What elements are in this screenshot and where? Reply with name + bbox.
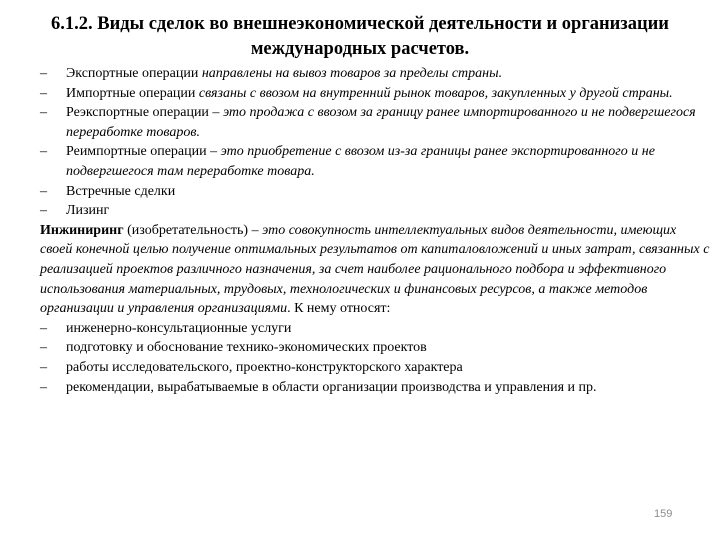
list-item — [40, 182, 712, 202]
engineering-includes-list — [40, 319, 712, 397]
list-item — [40, 84, 712, 104]
engineering-paren: (изобретательность) – — [123, 222, 263, 238]
list-item — [40, 64, 712, 84]
deal-name: Реимпортные операции – — [66, 144, 221, 160]
content-body — [40, 64, 712, 397]
deal-description: это приобретение с ввозом из-за границы ранее экспортированного и не подвергшегося там переработке товара. — [66, 144, 655, 179]
deal-name: Импортные операции — [66, 85, 199, 101]
deal-name: Встречные сделки — [66, 183, 176, 199]
deal-description: связаны с ввозом на внутренний рынок товаров, закупленных у другой страны. — [198, 85, 673, 101]
page-number: 159 — [654, 508, 673, 520]
deal-types-list — [40, 64, 712, 221]
engineering-paragraph — [40, 221, 712, 319]
deal-name: Лизинг — [66, 203, 110, 219]
deal-description: это продажа с ввозом за границу ранее импортированного и не подвергшегося переработке товаров. — [66, 105, 696, 140]
list-item — [40, 142, 712, 181]
deal-name: Реэкспортные операции – — [66, 105, 223, 121]
engineering-definition: это совокупность интеллектуальных видов деятельности, имеющих своей конечной целью получение оптимальных результатов от капиталовложений и иных затрат, связанных с реализацией проектов различного назначения, за счет наиболее рационального подбора и эффективного использования материальных, трудовых, технологических и финансовых ресурсов, а также методов организации и управления организациями — [40, 222, 710, 317]
deal-name: Экспортные операции — [66, 66, 202, 81]
title-line-2: международных расчетов. — [250, 39, 470, 59]
list-item: – работы исследовательского, проектно-конструкторского характера — [40, 358, 712, 378]
page-title — [20, 12, 700, 62]
engineering-term: Инжиниринг — [40, 222, 124, 238]
title-line-1: 6.1.2. Виды сделок во внешнеэкономической деятельности и организации — [51, 14, 669, 34]
list-item — [40, 103, 712, 142]
list-item: – инженерно-консультационные услуги — [40, 319, 712, 339]
deal-description: направлены на вывоз товаров за пределы страны. — [201, 66, 503, 81]
list-item: – подготовку и обоснование технико-экономических проектов — [40, 338, 712, 358]
list-item: – рекомендации, вырабатываемые в области организации производства и управления и пр. — [40, 378, 712, 398]
list-item — [40, 201, 712, 221]
engineering-tail: . К нему относят: — [287, 301, 391, 317]
